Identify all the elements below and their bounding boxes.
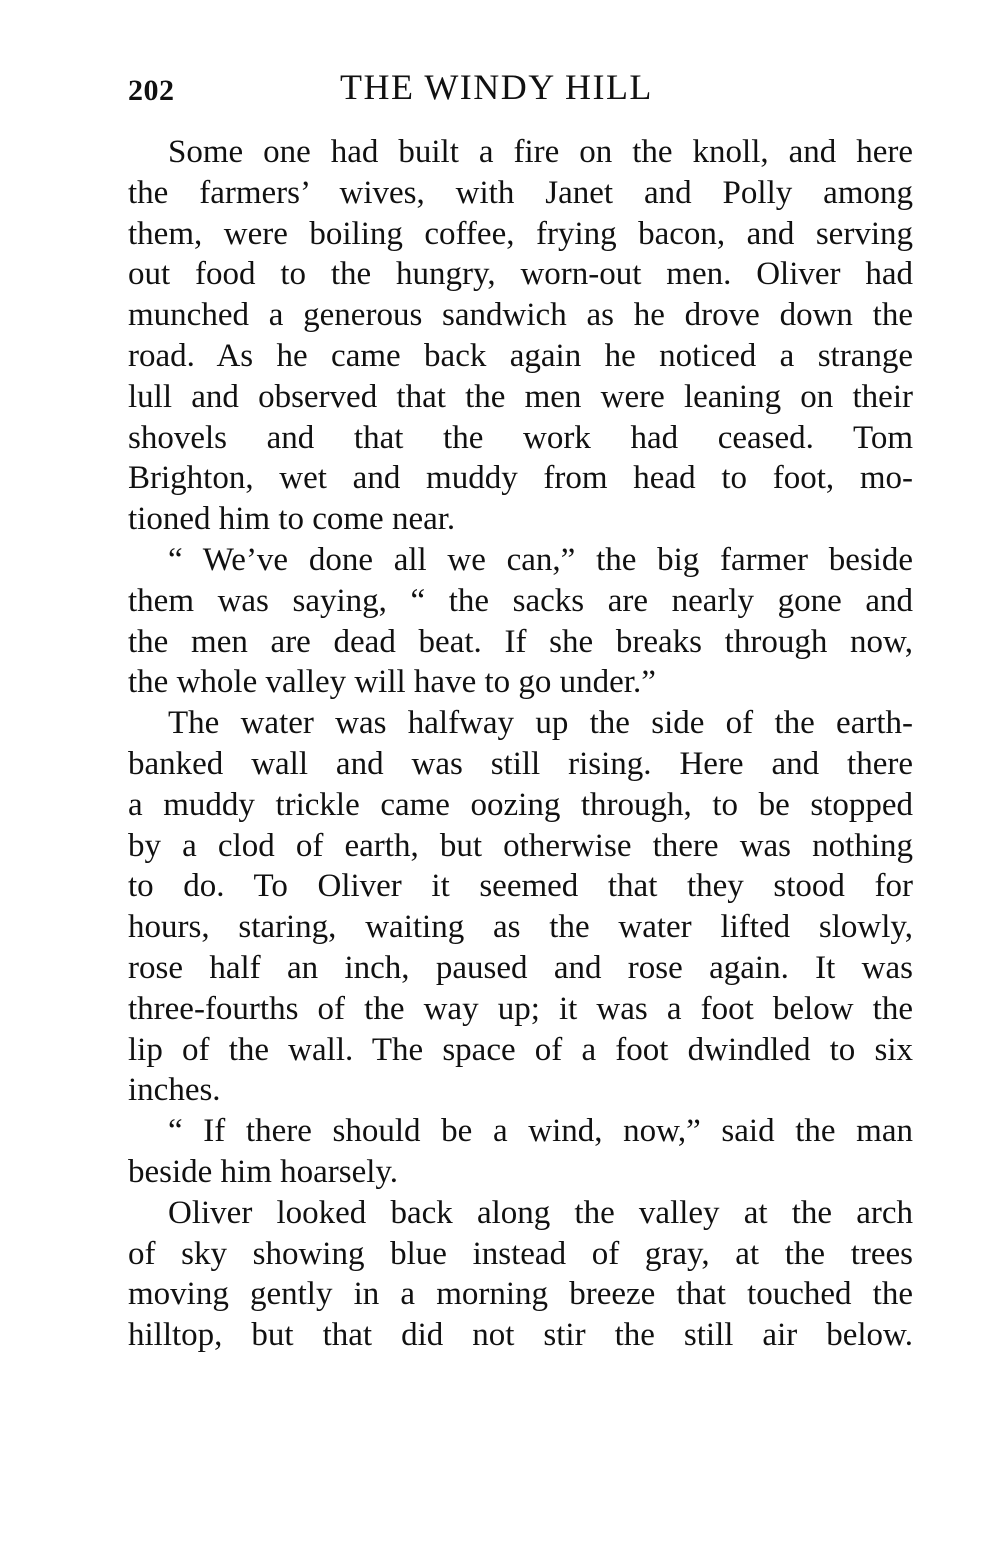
text-line: rose half an inch, paused and rose again. It was	[128, 949, 913, 986]
page-number: 202	[128, 74, 175, 107]
text-line: The water was halfway up the side of the earth-	[168, 705, 913, 742]
text-line: beside him hoarsely.	[128, 1153, 399, 1190]
text-line: road. As he came back again he noticed a strange	[128, 337, 913, 374]
text-line: Some one had built a fire on the knoll, and here	[168, 134, 913, 170]
text-line: banked wall and was still rising. Here and there	[128, 745, 913, 782]
text-line: by a clod of earth, but otherwise there was nothing	[128, 827, 913, 864]
text-line: them was saying, “ the sacks are nearly gone and	[128, 582, 913, 619]
text-line: moving gently in a morning breeze that touched the	[128, 1276, 913, 1313]
text-line: the men are dead beat. If she breaks through now,	[128, 623, 913, 660]
text-line: Brighton, wet and muddy from head to foot, mo-	[128, 460, 913, 497]
text-line: shovels and that the work had ceased. Tom	[128, 419, 913, 456]
text-line: hours, staring, waiting as the water lifted slowly,	[128, 909, 913, 946]
text-line: inches.	[128, 1072, 221, 1109]
text-line: three-fourths of the way up; it was a foot below the	[128, 990, 913, 1027]
text-line: the farmers’ wives, with Janet and Polly among	[128, 174, 913, 211]
text-line: “ We’ve done all we can,” the big farmer beside	[168, 541, 913, 578]
text-line: them, were boiling coffee, frying bacon, and serving	[128, 215, 913, 252]
text-line: to do. To Oliver it seemed that they stood for	[128, 868, 913, 905]
text-line: a muddy trickle came oozing through, to be stopped	[128, 786, 913, 823]
page-header	[128, 66, 913, 106]
running-title: THE WINDY HILL	[340, 67, 653, 107]
text-line: of sky showing blue instead of gray, at the trees	[128, 1235, 913, 1272]
text-line: Oliver looked back along the valley at the arch	[168, 1194, 913, 1231]
text-line: tioned him to come near.	[128, 501, 456, 538]
body-text	[128, 132, 913, 1356]
text-line: lip of the wall. The space of a foot dwindled to six	[128, 1031, 913, 1068]
text-line: “ If there should be a wind, now,” said the man	[168, 1113, 913, 1150]
text-line: hilltop, but that did not stir the still air below.	[128, 1317, 913, 1354]
text-line: out food to the hungry, worn-out men. Oliver had	[128, 256, 913, 293]
text-line: lull and observed that the men were leaning on their	[128, 378, 913, 415]
text-line: the whole valley will have to go under.”	[128, 664, 656, 701]
text-line: munched a generous sandwich as he drove down the	[128, 297, 913, 334]
